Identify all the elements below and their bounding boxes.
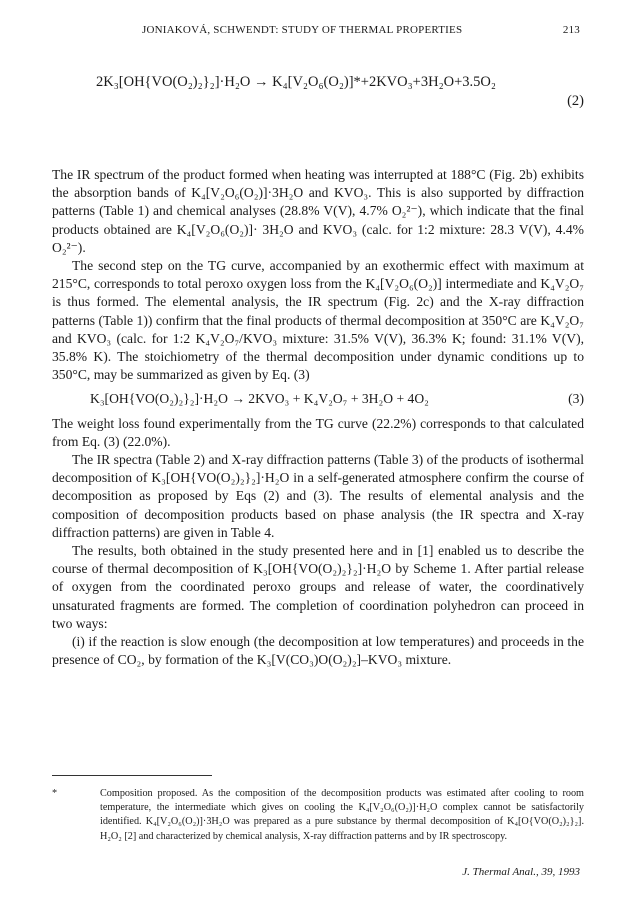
body-text [52,166,584,669]
equation-3-number: (3) [568,391,584,407]
footnote-marker: * [52,788,58,799]
paragraph: The IR spectra (Table 2) and X-ray diffraction patterns (Table 3) of the products of isothermal decomposition of K₃[OH{VO(O₂)₂}₂]·H₂O in a self-generated atmosphere confirm the course of decomposition as proposed by Eqs (2) and (3). The results of elemental analysis and the composition of decomposition products based on phase analysis (the IR spectra and X-ray diffraction patterns) are given in Table 4. [52,452,584,540]
equation-3-text: K₃[OH{VO(O₂)₂}₂]·H₂O → 2KVO₃ + K₄V₂O₇ + 3H₂O + 4O₂ [90,391,429,407]
equation-2-number: (2) [567,93,584,109]
footnote-rule [52,775,212,776]
journal-citation: J. Thermal Anal., 39, 1993 [462,866,580,878]
equation-2: 2K₃[OH{VO(O₂)₂}₂]·H₂O → K₄[V₂O₆(O₂)]*+2KVO₃+3H₂O+3.5O₂ [96,74,496,90]
running-header [52,24,580,36]
paragraph: The second step on the TG curve, accompanied by an exothermic effect with maximum at 215°C, corresponds to total peroxo oxygen loss from the K₄[V₂O₆(O₂)] intermediate and K₄V₂O₇ is thus formed. The elemental analysis, the IR spectrum (Fig. 2c) and the X-ray diffraction patterns (Table 1)) confirm that the final products of thermal decomposition at 350°C are K₄V₂O₇ and KVO₃ (calc. for 1:2 K₄V₂O₇/KVO₃ mixture: 31.5% V(V), 36.3% K; found: 31.1% V(V), 35.8% K). The stoichiometry of the thermal decomposition under dynamic conditions up to 350°C, may be summarized as given by Eq. (3) [52,258,584,383]
footnote-text: Composition proposed. As the composition of the decomposition products was estimated after cooling to room temperature, the intermediate which gives on cooling the K₄[V₂O₆(O₂)]·H₂O complex cannot be satisfactorily identified. K₄[V₂O₆(O₂)]·3H₂O was prepared as a pure substance by thermal decomposition of K₄[O{VO(O₂)₂}₂]. H₂O₂ [2] and characterized by chemical analysis, X-ray diffraction patterns and by IR spectroscopy. [100,788,584,842]
running-title: JONIAKOVÁ, SCHWENDT: STUDY OF THERMAL PROPERTIES [142,24,463,36]
paragraph: (i) if the reaction is slow enough (the decomposition at low temperatures) and proceeds in the presence of CO₂, by formation of the K₃[V(CO₃)O(O₂)₂]–KVO₃ mixture. [52,634,584,668]
paragraph: The weight loss found experimentally from the TG curve (22.2%) corresponds to that calculated from Eq. (3) (22.0%). [52,415,584,449]
page-number: 213 [562,24,580,36]
footnote [52,787,584,844]
paragraph: The IR spectrum of the product formed when heating was interrupted at 188°C (Fig. 2b) exhibits the absorption bands of K₄[V₂O₆(O₂)]·3H₂O and KVO₃. This is also supported by diffraction patterns (Table 1) and chemical analyses (28.8% V(V), 4.7% O₂²⁻), which indicate that the final products obtained are K₄[V₂O₆(O₂)]· 3H₂O and KVO₃ (calc. for 1:2 mixture: 28.3 V(V), 4.4% O₂²⁻). [52,167,584,255]
paragraph: The results, both obtained in the study presented here and in [1] enabled us to describe the course of thermal decomposition of K₃[OH{VO(O₂)₂}₂]·H₂O by Scheme 1. After partial release of oxygen from the coordinated peroxo groups and release of water, the coordinatively unsaturated fragments are formed. The completion of coordination polyhedron can proceed in two ways: [52,543,584,631]
equation-3 [52,390,584,408]
